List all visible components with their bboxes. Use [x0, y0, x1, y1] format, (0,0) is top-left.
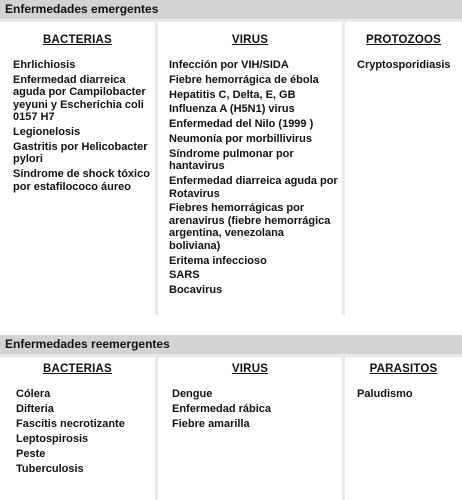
disease-list [158, 388, 342, 431]
disease-item: Síndrome pulmonar por hantavirus [169, 147, 294, 173]
disease-item: Gastritis por Helicobacter pylori [13, 140, 148, 166]
disease-item: Dengue [172, 388, 213, 400]
column-title: BACTERIAS [43, 34, 112, 46]
reemergentes-header: Enfermedades reemergentes [0, 335, 462, 354]
emergentes-protozoos-column [345, 22, 462, 315]
disease-item: Fiebres hemorrágicas por arenavirus (fiebre hemorrágica argentina, venezolana boliviana) [169, 202, 331, 252]
emergentes-bacterias-column [0, 22, 155, 315]
disease-item: Cólera [16, 388, 51, 400]
disease-item: Fiebre amarilla [172, 418, 250, 430]
disease-item: Hepatitis C, Delta, E, GB [169, 88, 296, 101]
reemergentes-table [0, 354, 462, 500]
column-title: PARASITOS [369, 363, 438, 375]
section-spacer [0, 315, 462, 335]
disease-item: Ehrlichiosis [13, 59, 76, 71]
column-title: BACTERIAS [43, 363, 112, 375]
column-title: VIRUS [231, 34, 269, 46]
disease-list [0, 59, 155, 193]
disease-item: Peste [16, 448, 46, 460]
disease-list [345, 388, 462, 401]
disease-item: Síndrome de shock tóxico por estafilococo áureo [13, 168, 150, 193]
disease-item: Eritema infeccioso [169, 254, 267, 267]
disease-item: Neumonía por morbillivirus [169, 132, 313, 145]
disease-item: Paludismo [357, 388, 413, 400]
disease-item: Difteria [16, 403, 54, 415]
emergentes-header: Enfermedades emergentes [0, 0, 462, 19]
reemergentes-virus-column [158, 357, 342, 500]
column-title: PROTOZOOS [365, 34, 442, 46]
disease-item: Cryptosporidiasis [357, 59, 451, 71]
emergentes-table [0, 19, 462, 315]
emergentes-virus-column [158, 22, 342, 315]
disease-list [345, 59, 462, 72]
disease-item: Leptospirosis [16, 433, 89, 445]
disease-list [0, 388, 155, 476]
disease-item: Enfermedad rábica [172, 403, 272, 415]
disease-item: Enfermedad del Nilo (1999 ) [169, 118, 314, 131]
disease-item: Tuberculosis [16, 463, 84, 475]
disease-item: Fiebre hemorrágica de ébola [169, 73, 319, 86]
reemergentes-parasitos-column [345, 357, 462, 500]
disease-item: Enfermedad diarreica aguda por Rotavirus [169, 175, 338, 200]
column-title: VIRUS [231, 363, 269, 375]
reemergentes-bacterias-column [0, 357, 155, 500]
disease-item: Bocavirus [169, 284, 223, 297]
disease-item: Influenza A (H5N1) virus [169, 103, 295, 116]
disease-list [158, 59, 342, 297]
disease-item: SARS [169, 269, 200, 282]
disease-item: Fascitis necrotizante [16, 418, 125, 430]
disease-item: Legionelosis [13, 126, 81, 139]
disease-item: Infección por VIH/SIDA [169, 59, 289, 71]
disease-item: Enfermedad diarreica aguda por Campilobacter yeyuni y Escherichia coli 0157 H7 [13, 73, 146, 124]
